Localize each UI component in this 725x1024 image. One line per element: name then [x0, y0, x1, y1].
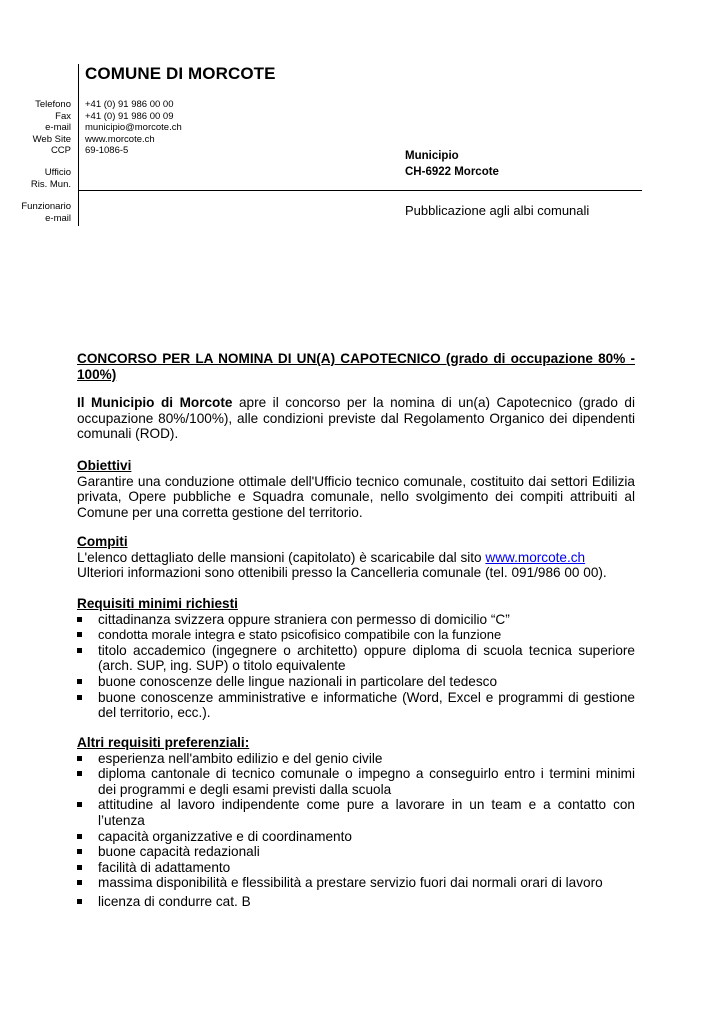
- list-item: esperienza nell'ambito edilizio e del genio civile: [77, 751, 635, 767]
- list-item: condotta morale integra e stato psicofisico compatibile con la funzione: [77, 627, 635, 643]
- officer-labels: [0, 201, 71, 224]
- value-email[interactable]: municipio@morcote.ch: [85, 122, 182, 134]
- list-item: facilità di adattamento: [77, 860, 635, 876]
- bullet-icon: [77, 632, 82, 637]
- bullet-icon: [77, 617, 82, 622]
- bullet-icon: [77, 899, 82, 904]
- bullet-icon: [77, 802, 82, 807]
- section-compiti: [77, 534, 635, 581]
- label-officer-email: e-mail: [45, 212, 71, 224]
- label-website: Web Site: [32, 133, 71, 145]
- list-item: buone conoscenze amministrative e informatiche (Word, Excel e programmi di gestione del territorio, ecc.).: [77, 690, 635, 721]
- label-ufficio: Ufficio: [44, 167, 71, 178]
- bullet-icon: [77, 648, 82, 653]
- altri-title: Altri requisiti preferenziali:: [77, 735, 250, 750]
- list-item: massima disponibilità e flessibilità a prestare servizio fuori dai normali orari di lavoro: [77, 875, 635, 891]
- altri-list: [77, 751, 635, 910]
- document-heading: [77, 351, 635, 382]
- section-requisiti: [77, 596, 635, 721]
- header-horizontal-rule: [78, 190, 642, 191]
- section-altri-requisiti: [77, 735, 635, 910]
- label-telefono: Telefono: [35, 99, 71, 110]
- compiti-text-2: Ulteriori informazioni sono ottenibili presso la Cancelleria comunale (tel. 091/986 00 00).: [77, 565, 607, 581]
- section-obiettivi: [77, 458, 635, 520]
- list-item: attitudine al lavoro indipendente come pure a lavorare in un team e a contatto con l’utenza: [77, 797, 635, 828]
- bullet-icon: [77, 771, 82, 776]
- label-fax: Fax: [55, 110, 71, 122]
- intro-paragraph: [77, 395, 635, 442]
- bullet-icon: [77, 834, 82, 839]
- publication-note: Pubblicazione agli albi comunali: [405, 203, 590, 218]
- intro-text: apre il concorso per la nomina di un(a) Capotecnico (grado di occupazione 80%/100%), alle condizioni previste dal Regolamento Organico dei dipendenti comunali (ROD).: [77, 395, 635, 442]
- bullet-icon: [77, 756, 82, 761]
- municipality-title: COMUNE DI MORCOTE: [85, 64, 276, 83]
- label-funzionario: Funzionario: [21, 201, 71, 212]
- value-telefono: +41 (0) 91 986 00 00: [85, 99, 174, 110]
- value-website[interactable]: www.morcote.ch: [85, 133, 155, 145]
- office-labels: [0, 167, 71, 190]
- list-item: buone conoscenze delle lingue nazionali in particolare del tedesco: [77, 674, 635, 690]
- list-item: licenza di condurre cat. B: [77, 894, 635, 910]
- label-ris-mun: Ris. Mun.: [30, 178, 71, 190]
- list-item: diploma cantonale di tecnico comunale o impegno a conseguirlo entro i termini minimi dei programmi e degli esami previsti dalla scuola: [77, 766, 635, 797]
- list-item: titolo accademico (ingegnere o architetto) oppure diploma di scuola tecnica superiore (arch. SUP, ing. SUP) o titolo equivalente: [77, 643, 635, 674]
- value-fax: +41 (0) 91 986 00 09: [85, 110, 174, 122]
- bullet-icon: [77, 865, 82, 870]
- header-vertical-rule: [78, 64, 79, 226]
- contact-values: [85, 99, 182, 157]
- value-ccp: 69-1086-5: [85, 145, 129, 157]
- obiettivi-text: Garantire una conduzione ottimale dell'Ufficio tecnico comunale, costituito dai settori Edilizia privata, Opere pubbliche e Squadra comunale, nello svolgimento dei compiti attribuiti al Comune per una corretta gestione del territorio.: [77, 473, 635, 520]
- morcote-website-link[interactable]: www.morcote.ch: [485, 549, 586, 565]
- bullet-icon: [77, 880, 82, 885]
- address-block: [405, 148, 499, 180]
- bullet-icon: [77, 695, 82, 700]
- bullet-icon: [77, 679, 82, 684]
- intro-bold: Il Municipio di Morcote: [77, 395, 233, 410]
- competition-heading: CONCORSO PER LA NOMINA DI UN(A) CAPOTECNICO (grado di occupazione 80% - 100%): [77, 351, 635, 382]
- requisiti-list: [77, 612, 635, 721]
- contact-labels: [0, 99, 71, 157]
- list-item: capacità organizzative e di coordinamento: [77, 829, 635, 845]
- list-item: cittadinanza svizzera oppure straniera con permesso di domicilio “C”: [77, 612, 635, 628]
- address-line-1: Municipio: [405, 150, 459, 162]
- compiti-title: Compiti: [77, 534, 128, 549]
- label-ccp: CCP: [50, 145, 71, 157]
- address-line-2: CH-6922 Morcote: [405, 166, 499, 178]
- bullet-icon: [77, 849, 82, 854]
- list-item: buone capacità redazionali: [77, 844, 635, 860]
- label-email: e-mail: [45, 122, 71, 134]
- requisiti-title: Requisiti minimi richiesti: [77, 596, 238, 611]
- obiettivi-title: Obiettivi: [77, 458, 132, 473]
- compiti-text-1: L'elenco dettagliato delle mansioni (capitolato) è scaricabile dal sito: [77, 549, 486, 565]
